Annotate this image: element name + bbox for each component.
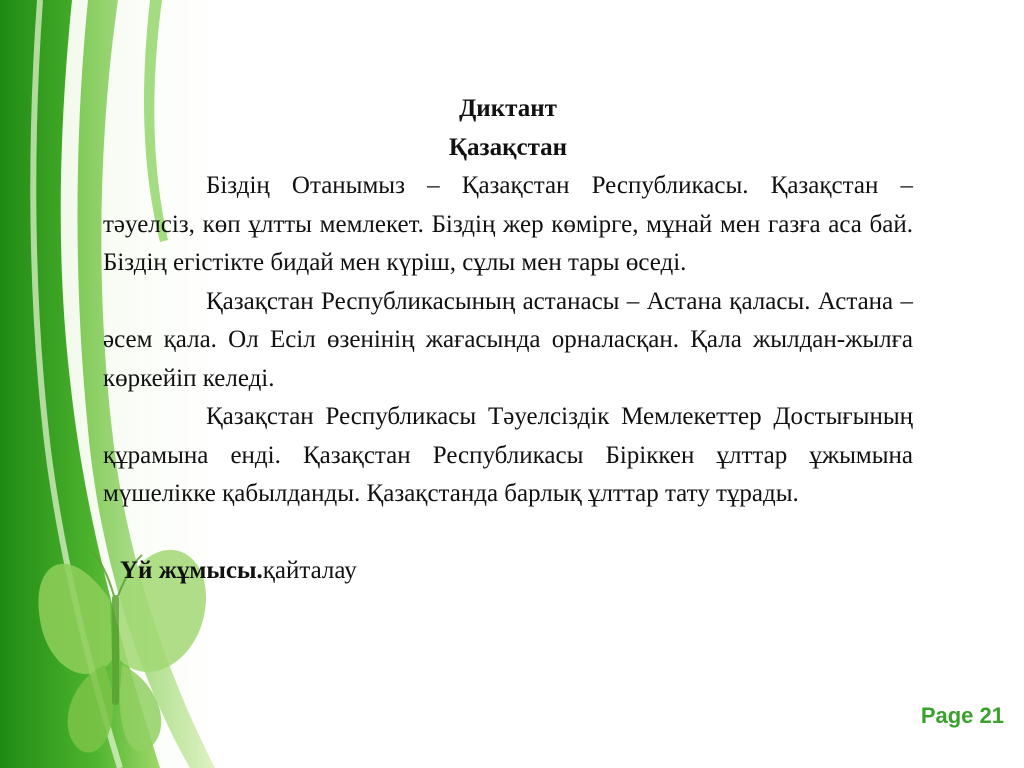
homework-label: Үй жұмысы. <box>120 556 263 584</box>
homework-text: қайталау <box>262 556 357 584</box>
slide-title: Диктант <box>459 95 557 122</box>
homework-line <box>103 552 913 591</box>
paragraph-3: Қазақстан Республикасы Тәуелсіздік Мемлекеттер Достығының құрамына енді. Қазақстан Республикасы Біріккен ұлттар ұжымына мүшелікке қабылданды. Қазақстанда барлық ұлттар тату тұрады. <box>103 403 913 507</box>
page-number: Page 21 <box>920 703 1004 728</box>
paragraph-1: Біздің Отанымыз – Қазақстан Республикасы. Қазақстан – тәуелсіз, көп ұлтты мемлекет. Біздің жер көмірге, мұнай мен газға аса бай. Біздің егістікте бидай мен күріш, сұлы мен тары өседі. <box>103 172 913 276</box>
slide-subtitle: Қазақстан <box>448 133 568 161</box>
paragraph-2: Қазақстан Республикасының астанасы – Астана қаласы. Астана – әсем қала. Ол Есіл өзенінің жағасында орналасқан. Қала жылдан-жылға көркейіп келеді. <box>103 287 913 392</box>
dictation-text-block <box>103 90 913 590</box>
